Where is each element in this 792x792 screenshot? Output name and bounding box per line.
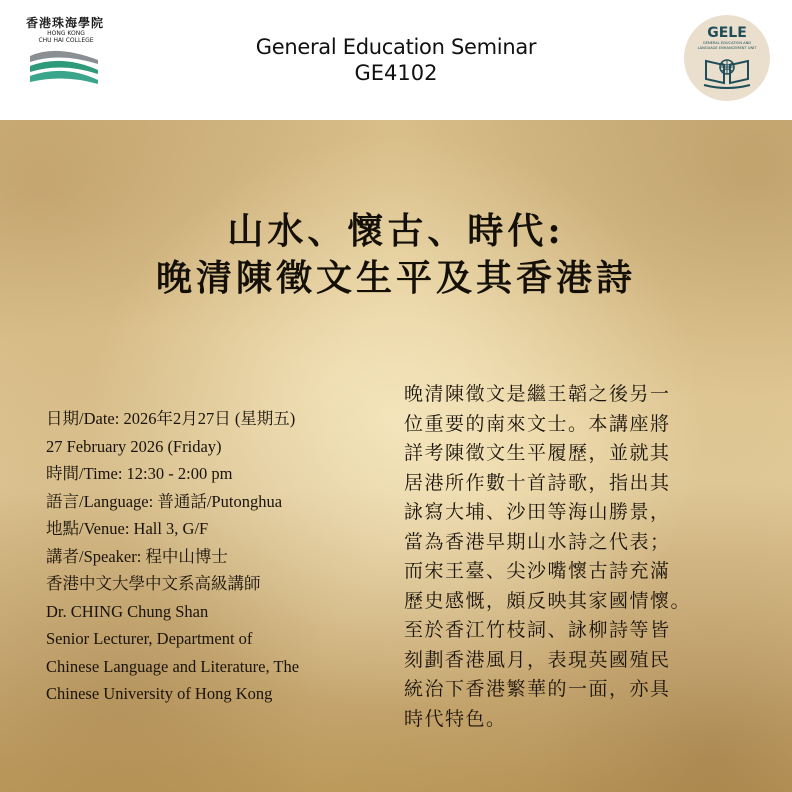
seminar-title: General Education Seminar: [255, 35, 537, 59]
venue-line: 地點/Venue: Hall 3, G/F: [46, 519, 209, 538]
abstract-line: 當為香港早期山水詩之代表；: [404, 530, 671, 553]
parchment-poster: [0, 120, 792, 792]
gele-logo-title: GELE: [707, 25, 747, 41]
abstract-line: 歷史感慨，頗反映其家國情懷。: [404, 589, 692, 612]
abstract-line: 居港所作數十首詩歌，指出其: [404, 471, 671, 494]
seminar-title-block: [200, 34, 592, 86]
abstract-line: 統治下香港繁華的一面，亦具: [404, 678, 671, 700]
gele-logo-subtitle: GENERAL EDUCATION AND LANGUAGE ENHANCEMENT UNIT: [697, 41, 757, 50]
speaker-title-english-3: Chinese University of Hong Kong: [46, 684, 273, 703]
event-details: [46, 405, 396, 708]
gele-logo: [684, 15, 770, 101]
header-bar: [0, 0, 792, 120]
abstract-line: 詠寫大埔、沙田等海山勝景，: [404, 501, 671, 523]
speaker-title-chinese: 香港中文大學中文系高級講師: [46, 574, 261, 593]
speaker-line: 講者/Speaker: 程中山博士: [46, 546, 228, 566]
abstract-line: 詳考陳徵文生平履歷，並就其: [404, 442, 671, 464]
speaker-title-english-2: Chinese Language and Literature, The: [46, 656, 300, 676]
date-line-english: 27 February 2026 (Friday): [46, 436, 222, 456]
wave-logo-icon: [26, 46, 102, 92]
lecture-abstract: [404, 380, 749, 734]
abstract-line: 位重要的南來文士。本講座將: [404, 412, 671, 435]
abstract-line: 至於香江竹枝詞、詠柳詩等皆: [404, 619, 671, 641]
course-code: GE4102: [354, 61, 438, 85]
abstract-line: 晚清陳徵文是繼王韜之後另一: [404, 383, 671, 405]
speaker-name-english: Dr. CHING Chung Shan: [46, 601, 209, 621]
time-line: 時間/Time: 12:30 - 2:00 pm: [46, 464, 233, 483]
lecture-title: [60, 208, 732, 302]
date-line: 日期/Date: 2026年2月27日 (星期五): [46, 409, 296, 428]
abstract-line: 刻劃香港風月，表現英國殖民: [404, 648, 671, 671]
college-logo-chinese: 香港珠海學院: [25, 16, 104, 30]
language-line: 語言/Language: 普通話/Putonghua: [46, 491, 283, 511]
college-logo-english: HONG KONG CHU HAI COLLEGE: [38, 30, 94, 44]
book-globe-icon: [702, 53, 752, 89]
abstract-line: 而宋王臺、尖沙嘴懷古詩充滿: [404, 560, 671, 582]
lecture-title-line-1: 山水、懷古、時代:: [227, 210, 565, 252]
abstract-line: 時代特色。: [404, 707, 507, 730]
lecture-title-line-2: 晚清陳徵文生平及其香港詩: [155, 257, 636, 299]
college-logo: [20, 14, 106, 94]
speaker-title-english-1: Senior Lecturer, Department of: [46, 629, 253, 648]
